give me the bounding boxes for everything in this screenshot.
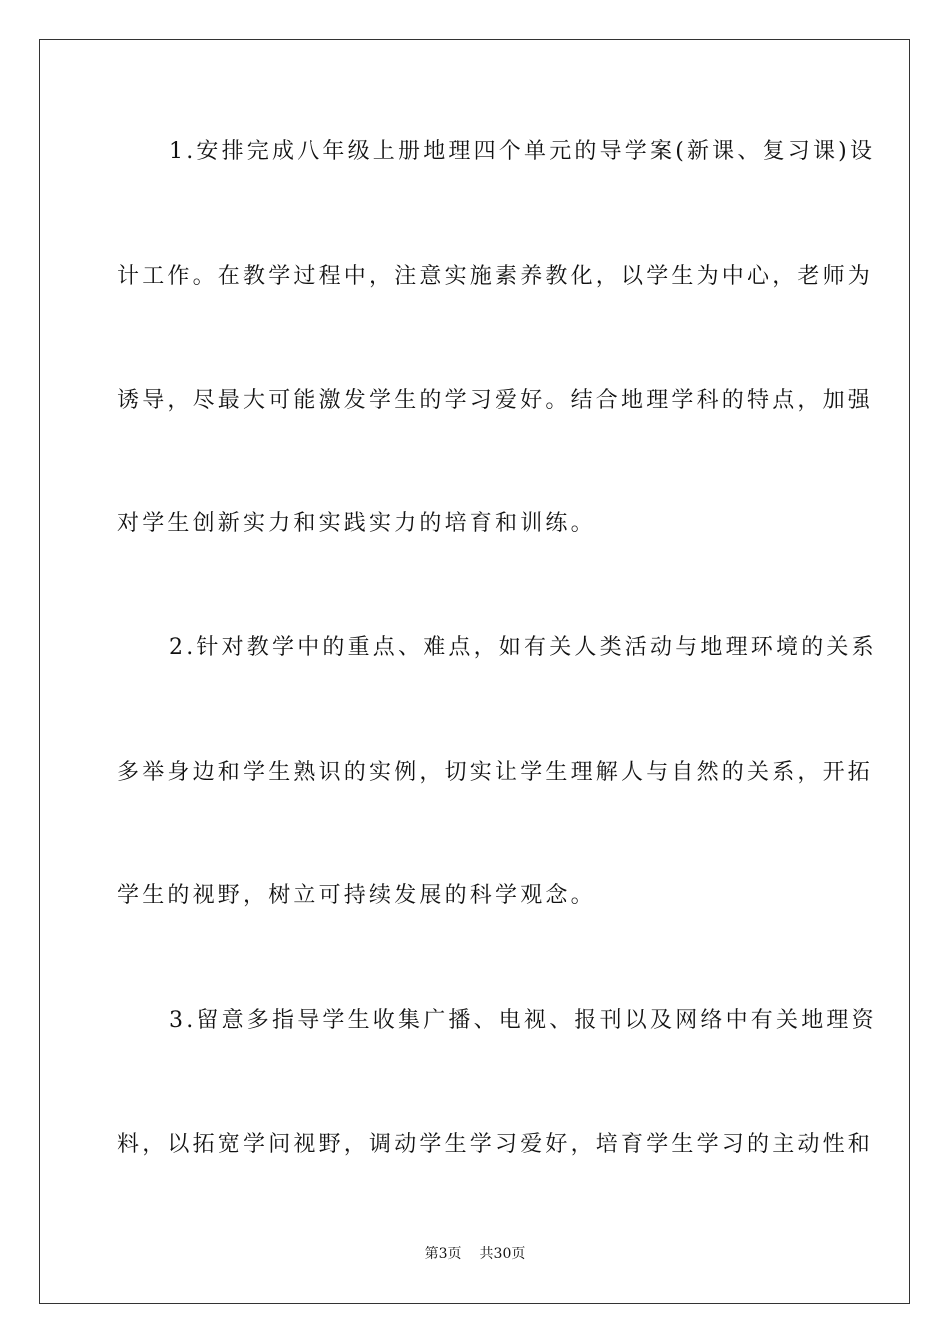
paragraph-1-line-1: 1.安排完成八年级上册地理四个单元的导学案(新课、复习课)设: [169, 139, 876, 164]
page-frame: [39, 39, 910, 1304]
paragraph-1-line-2: 计工作。在教学过程中，注意实施素养教化，以学生为中心，老师为: [117, 264, 874, 289]
paragraph-3-line-2: 料，以拓宽学问视野，调动学生学习爱好，培育学生学习的主动性和: [117, 1132, 874, 1157]
page-number: 第3页: [424, 1246, 462, 1262]
page-total: 共30页: [479, 1246, 526, 1262]
page-footer: [0, 1244, 950, 1264]
paragraph-2-line-1: 2.针对教学中的重点、难点，如有关人类活动与地理环境的关系: [169, 635, 877, 660]
paragraph-1-line-3: 诱导，尽最大可能激发学生的学习爱好。结合地理学科的特点，加强: [117, 388, 874, 413]
paragraph-2-line-3: 学生的视野，树立可持续发展的科学观念。: [117, 883, 596, 908]
paragraph-2-line-2: 多举身边和学生熟识的实例，切实让学生理解人与自然的关系，开拓: [117, 760, 874, 785]
paragraph-3-line-1: 3.留意多指导学生收集广播、电视、报刊以及网络中有关地理资: [169, 1008, 877, 1033]
paragraph-1-line-4: 对学生创新实力和实践实力的培育和训练。: [117, 511, 596, 536]
